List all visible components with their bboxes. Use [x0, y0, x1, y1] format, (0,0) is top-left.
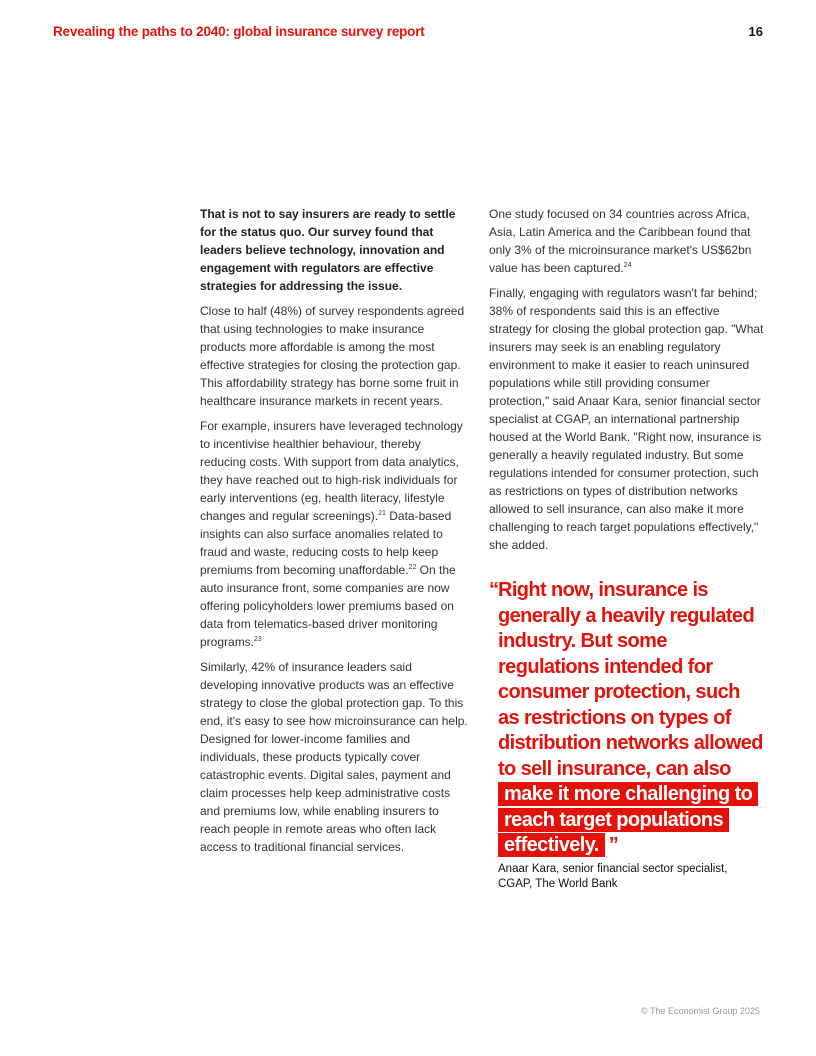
- body-text: One study focused on 34 countries across Africa, Asia, Latin America and the Caribbean found that only 3% of the microinsurance market's US$62bn value has been captured.: [489, 207, 752, 275]
- right-column: [489, 205, 764, 561]
- body-text: On the auto insurance front, some companies are now offering policyholders lower premiums based on data from telematics-based driver monitoring programs.: [200, 563, 456, 649]
- pull-quote-plain: Right now, insurance is generally a heavily regulated industry. But some regulations intended for consumer protection, such as restrictions on types of distribution networks allowed to sell insurance, can also: [498, 579, 763, 780]
- body-paragraph: [489, 205, 764, 277]
- copyright-footer: © The Economist Group 2025: [640, 1006, 760, 1016]
- report-title: Revealing the paths to 2040: global insurance survey report: [53, 24, 425, 39]
- quote-attribution: [498, 862, 758, 892]
- footnote-ref: 21: [378, 510, 386, 517]
- lead-paragraph: That is not to say insurers are ready to settle for the status quo. Our survey found that leaders believe technology, innovation and engagement with regulators are effective strategies for addressing the issue.: [200, 207, 456, 293]
- page-number: 16: [748, 24, 763, 39]
- open-quote-mark: “: [489, 579, 499, 601]
- pull-quote-text: [498, 578, 764, 859]
- body-paragraph: Finally, engaging with regulators wasn't far behind; 38% of respondents said this is an effective strategy for closing the global protection gap. "What insurers may seek is an enabling regulatory environment to make it easier to reach uninsured populations while still providing consumer protection," said Anaar Kara, senior financial sector specialist at CGAP, an international partnership housed at the World Bank. "Right now, insurance is generally a heavily regulated industry. But some regulations intended for consumer protection, such as restrictions on types of distribution networks allowed to sell insurance, can also make it more challenging to reach target populations effectively," she added.: [489, 286, 764, 552]
- body-text: Data-based insights can also surface anomalies related to fraud and waste, reducing costs to help keep premiums from becoming unaffordable.: [200, 509, 452, 577]
- footnote-ref: 22: [408, 564, 417, 571]
- attribution-line: Anaar Kara, senior financial sector specialist,: [498, 863, 728, 875]
- body-paragraph: Similarly, 42% of insurance leaders said developing innovative products was an effective strategy to close the global protection gap. To this end, it's easy to see how microinsurance can help. Designed for lower-income families and individuals, these products typically cover catastrophic events. Digital sales, payment and claim processes help keep administrative costs and premiums low, while enabling insurers to reach people in remote areas who often lack access to traditional financial services.: [200, 660, 468, 854]
- left-column: [200, 205, 470, 863]
- footnote-ref: 23: [254, 636, 262, 643]
- body-text: For example, insurers have leveraged technology to incentivise healthier behaviour, thereby reducing costs. With support from data analytics, they have reached out to high-risk individuals for early interventions (eg, health literacy, lifestyle changes and regular screenings).: [200, 419, 463, 523]
- body-paragraph: Close to half (48%) of survey respondents agreed that using technologies to make insurance products more affordable is among the most effective strategies for closing the protection gap. This affordability strategy has borne some fruit in healthcare insurance markets in recent years.: [200, 304, 465, 408]
- pull-quote-highlight: make it more challenging to reach target populations effectively.: [498, 782, 758, 857]
- footnote-ref: 24: [623, 262, 632, 269]
- attribution-line: CGAP, The World Bank: [498, 878, 618, 890]
- pull-quote: [489, 578, 764, 859]
- body-paragraph: [200, 417, 470, 651]
- close-quote-mark: ”: [608, 834, 619, 856]
